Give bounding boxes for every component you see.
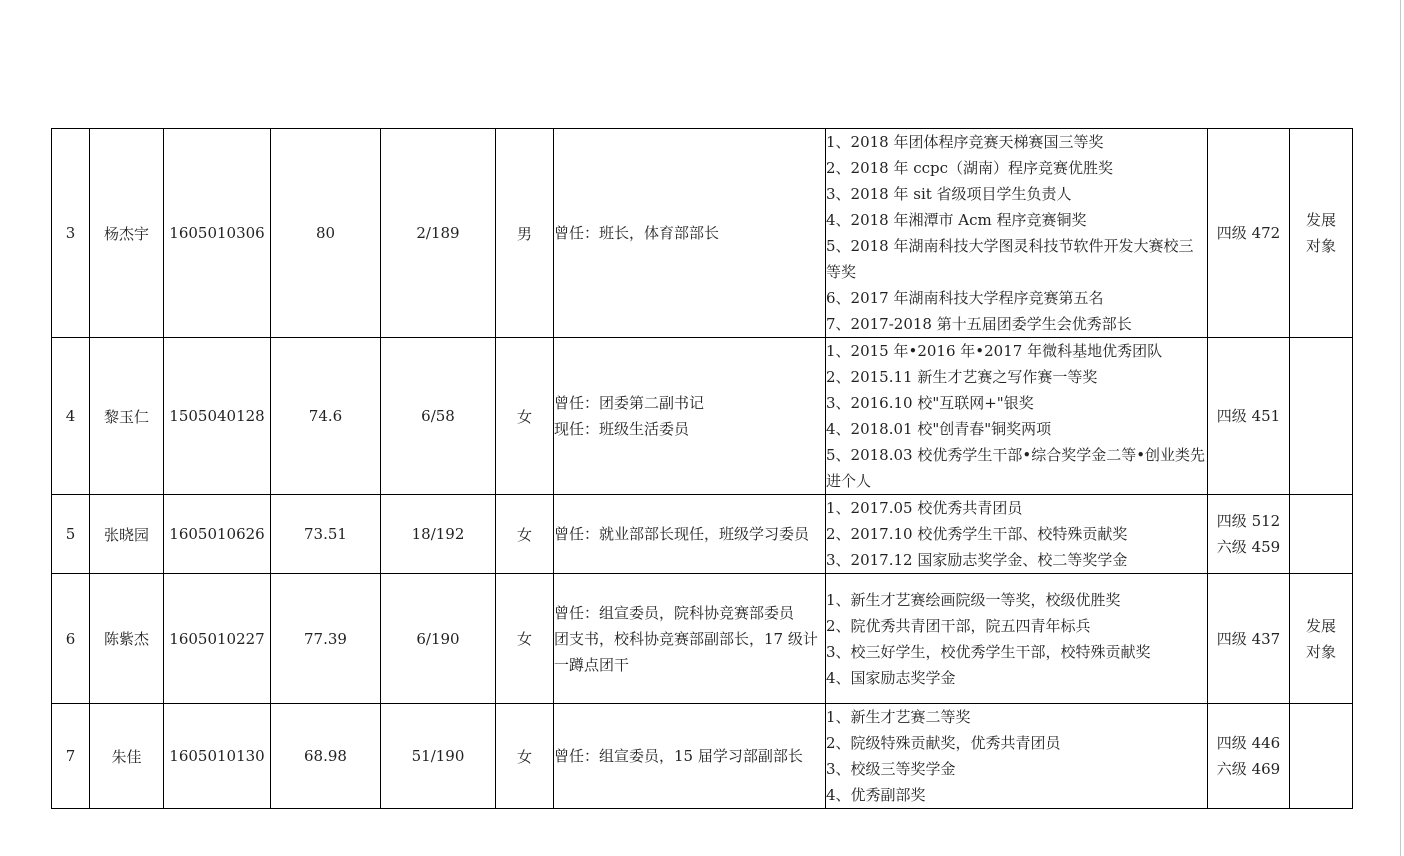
row-number-cell: 3 (52, 129, 90, 338)
award-line: 6、2017 年湖南科技大学程序竞赛第五名 (826, 289, 1104, 307)
student-name-cell: 张晓园 (90, 495, 164, 574)
certificate-cell (1208, 704, 1290, 809)
award-line: 4、2018 年湘潭市 Acm 程序竞赛铜奖 (826, 211, 1087, 229)
positions-cell (554, 574, 826, 704)
award-line: 4、优秀副部奖 (826, 786, 926, 804)
award-line: 4、2018.01 校"创青春"铜奖两项 (826, 420, 1052, 438)
remark-cell (1290, 129, 1353, 338)
award-line: 4、国家励志奖学金 (826, 668, 956, 687)
student-id-cell: 1605010227 (164, 574, 271, 704)
certificate-line: 六级 459 (1216, 538, 1281, 556)
position-line: 曾任：组宣委员，15 届学习部副部长 (554, 747, 803, 765)
certificate-cell (1208, 129, 1290, 338)
award-line: 2、2017.10 校优秀学生干部、校特殊贡献奖 (826, 525, 1128, 543)
gender-cell: 男 (496, 129, 554, 338)
remark-cell (1290, 574, 1353, 704)
awards-cell (826, 574, 1208, 704)
award-line: 7、2017-2018 第十五届团委学生会优秀部长 (826, 315, 1132, 333)
student-id-cell: 1605010130 (164, 704, 271, 809)
score-cell: 68.98 (271, 704, 381, 809)
certificate-line: 四级 472 (1216, 224, 1281, 242)
certificate-cell (1208, 574, 1290, 704)
award-line: 1、2017.05 校优秀共青团员 (826, 499, 1023, 517)
position-line: 曾任：组宣委员，院科协竞赛部委员 (554, 603, 795, 622)
award-line: 1、新生才艺赛绘画院级一等奖，校级优胜奖 (826, 590, 1121, 609)
table-row (52, 495, 1353, 574)
score-cell: 80 (271, 129, 381, 338)
table-row (52, 704, 1353, 809)
position-line: 现任：班级生活委员 (554, 420, 690, 438)
award-line: 5、2018 年湖南科技大学图灵科技节软件开发大赛校三等奖 (826, 237, 1194, 281)
remark-cell (1290, 495, 1353, 574)
award-line: 3、2017.12 国家励志奖学金、校二等奖学金 (826, 551, 1128, 569)
award-line: 3、2016.10 校"互联网+"银奖 (826, 394, 1034, 412)
page-edge (1400, 0, 1401, 856)
row-number-cell: 7 (52, 704, 90, 809)
certificate-line: 四级 446 (1216, 734, 1281, 752)
rank-cell: 2/189 (381, 129, 496, 338)
student-id-cell: 1605010306 (164, 129, 271, 338)
student-name-cell: 黎玉仁 (90, 338, 164, 495)
remark-line: 发展 (1305, 616, 1336, 635)
row-number-cell: 5 (52, 495, 90, 574)
award-line: 2、2015.11 新生才艺赛之写作赛一等奖 (826, 368, 1098, 386)
award-line: 1、新生才艺赛二等奖 (826, 708, 971, 726)
award-line: 1、2015 年•2016 年•2017 年微科基地优秀团队 (826, 342, 1163, 360)
student-name-cell: 陈紫杰 (90, 574, 164, 704)
awards-cell (826, 338, 1208, 495)
score-cell: 73.51 (271, 495, 381, 574)
student-name-cell: 朱佳 (90, 704, 164, 809)
rank-cell: 6/58 (381, 338, 496, 495)
positions-cell (554, 495, 826, 574)
position-line: 曾任：班长，体育部部长 (554, 224, 720, 242)
rank-cell: 6/190 (381, 574, 496, 704)
award-line: 3、2018 年 sit 省级项目学生负责人 (826, 185, 1072, 203)
certificate-cell (1208, 338, 1290, 495)
remark-cell (1290, 338, 1353, 495)
positions-cell (554, 338, 826, 495)
student-id-cell: 1505040128 (164, 338, 271, 495)
positions-cell (554, 704, 826, 809)
table-row (52, 574, 1353, 704)
awards-cell (826, 129, 1208, 338)
gender-cell: 女 (496, 338, 554, 495)
certificate-line: 四级 512 (1216, 512, 1281, 530)
award-line: 1、2018 年团体程序竞赛天梯赛国三等奖 (826, 133, 1104, 151)
student-name-cell: 杨杰宇 (90, 129, 164, 338)
table-row (52, 338, 1353, 495)
gender-cell: 女 (496, 704, 554, 809)
rank-cell: 51/190 (381, 704, 496, 809)
position-line: 团支书，校科协竞赛部副部长，17 级计一蹲点团干 (554, 629, 818, 674)
score-cell: 74.6 (271, 338, 381, 495)
remark-line: 发展 (1305, 211, 1336, 229)
table-body (52, 129, 1353, 809)
award-line: 2、2018 年 ccpc（湖南）程序竞赛优胜奖 (826, 159, 1114, 177)
certificate-cell (1208, 495, 1290, 574)
certificate-line: 四级 437 (1216, 629, 1281, 648)
rank-cell: 18/192 (381, 495, 496, 574)
awards-cell (826, 495, 1208, 574)
remark-cell (1290, 704, 1353, 809)
award-line: 3、校三好学生，校优秀学生干部，校特殊贡献奖 (826, 642, 1151, 661)
gender-cell: 女 (496, 495, 554, 574)
positions-cell (554, 129, 826, 338)
award-line: 2、院优秀共青团干部，院五四青年标兵 (826, 616, 1091, 635)
position-line: 曾任：团委第二副书记 (554, 394, 705, 412)
student-id-cell: 1605010626 (164, 495, 271, 574)
award-line: 5、2018.03 校优秀学生干部•综合奖学金二等•创业类先进个人 (826, 446, 1206, 490)
score-cell: 77.39 (271, 574, 381, 704)
row-number-cell: 4 (52, 338, 90, 495)
remark-line: 对象 (1305, 642, 1336, 661)
position-line: 曾任：就业部部长现任，班级学习委员 (554, 525, 810, 543)
award-line: 3、校级三等奖学金 (826, 760, 956, 778)
gender-cell: 女 (496, 574, 554, 704)
student-table (51, 128, 1353, 809)
award-line: 2、院级特殊贡献奖，优秀共青团员 (826, 734, 1061, 752)
certificate-line: 四级 451 (1216, 407, 1281, 425)
table-row (52, 129, 1353, 338)
remark-line: 对象 (1305, 237, 1336, 255)
row-number-cell: 6 (52, 574, 90, 704)
awards-cell (826, 704, 1208, 809)
certificate-line: 六级 469 (1216, 760, 1281, 778)
